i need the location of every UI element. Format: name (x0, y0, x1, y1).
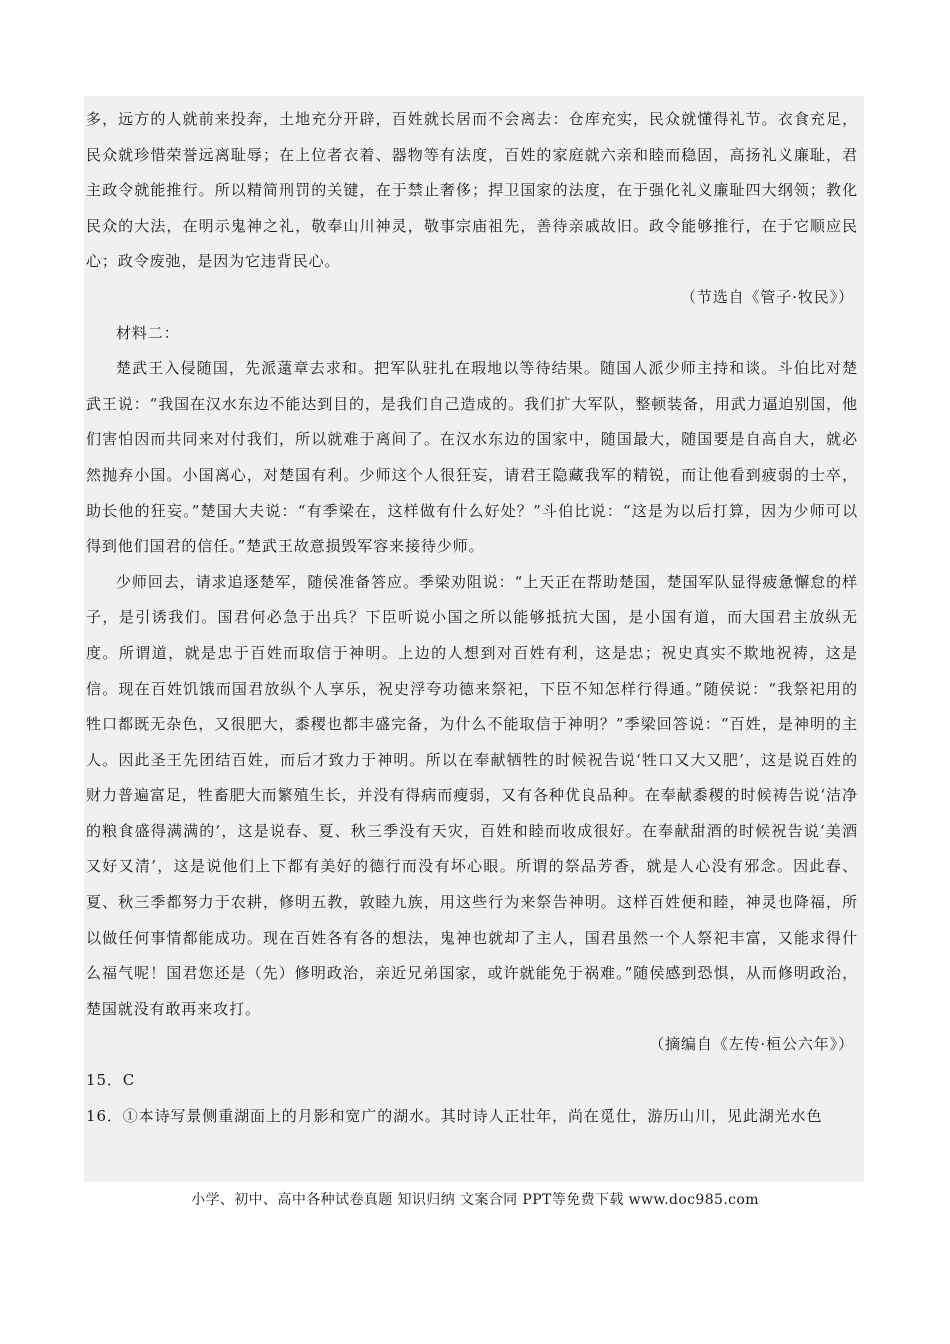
page-footer: 小学、初中、高中各种试卷真题 知识归纳 文案合同 PPT等免费下载 www.doc985.com (191, 1192, 759, 1208)
source-citation-guanzi: （节选自《管子·牧民》） (680, 287, 854, 306)
paragraph-material-one-end: 多，远方的人就前来投奔，土地充分开辟，百姓就长居而不会离去：仓库充实，民众就懂得礼节。衣食充足，民众就珍惜荣誉远离耻辱；在上位者衣着、器物等有法度，百姓的家庭就六亲和睦而稳固，高扬礼义廉耻，君主政令就能推行。所以精简刑罚的关键，在于禁止奢侈；捍卫国家的法度，在于强化礼义廉耻四大纲领；教化民众的大法，在明示鬼神之礼，敬奉山川神灵，敬事宗庙祖先，善待亲戚故旧。政令能够推行，在于它顺应民心；政令废弛，是因为它违背民心。 (86, 110, 858, 271)
material-two-heading: 材料二： (116, 323, 180, 342)
answer-16: 16．①本诗写景侧重湖面上的月影和宽广的湖水。其时诗人正壮年，尚在觅仕，游历山川，见此湖光水色 (86, 1106, 823, 1125)
source-citation-zuozhuan: （摘编自《左传·桓公六年》） (649, 1035, 854, 1054)
document-body (86, 102, 858, 1134)
answer-15: 15．C (86, 1071, 136, 1090)
paragraph-chu-invasion: 楚武王入侵随国，先派薳章去求和。把军队驻扎在瑕地以等待结果。随国人派少师主持和谈。斗伯比对楚武王说：“我国在汉水东边不能达到目的，是我们自己造成的。我们扩大军队，整顿装备，用武力逼迫别国，他们害怕因而共同来对付我们，所以就难于离间了。在汉水东边的国家中，随国最大，随国要是自高自大，就必然抛弃小国。小国离心，对楚国有利。少师这个人很狂妄，请君王隐藏我军的精锐，而让他看到疲弱的士卒，助长他的狂妄。”楚国大夫说：“有季梁在，这样做有什么好处？”斗伯比说：“这是为以后打算，因为少师可以得到他们国君的信任。”楚武王故意损毁军容来接待少师。 (86, 359, 858, 556)
paragraph-jiliang-advice: 少师回去，请求追逐楚军，随侯准备答应。季梁劝阻说：“上天正在帮助楚国，楚国军队显得疲惫懈怠的样子，是引诱我们。国君何必急于出兵？下臣听说小国之所以能够抵抗大国，是小国有道，而大国君主放纵无度。所谓道，就是忠于百姓而取信于神明。上边的人想到对百姓有利，这是忠；祝史真实不欺地祝祷，这是信。现在百姓饥饿而国君放纵个人享乐，祝史浮夸功德来祭祀，下臣不知怎样行得通。”随侯说：“我祭祀用的牲口都既无杂色，又很肥大，黍稷也都丰盛完备，为什么不能取信于神明？”季梁回答说：“百姓，是神明的主人。因此圣王先团结百姓，而后才致力于神明。所以在奉献牺牲的时候祝告说‘牲口又大又肥’，这是说百姓的财力普遍富足，牲畜肥大而繁殖生长，并没有得病而瘦弱，又有各种优良品种。在奉献黍稷的时候祷告说‘洁净的粮食盛得满满的’，这是说春、夏、秋三季没有天灾，百姓和睦而收成很好。在奉献甜酒的时候祝告说‘美酒又好又清’，这是说他们上下都有美好的德行而没有坏心眼。所谓的祭品芳香，就是人心没有邪念。因此春、夏、秋三季都努力于农耕，修明五教，敦睦九族，用这些行为来祭告神明。这样百姓便和睦，神灵也降福，所以做任何事情都能成功。现在百姓各有各的想法，鬼神也就却了主人，国君虽然一个人祭祀丰富，又能求得什么福气呢！国君您还是（先）修明政治，亲近兄弟国家，或许就能免于祸难。”随侯感到恐惧，从而修明政治，楚国就没有敢再来攻打。 (86, 572, 858, 1018)
